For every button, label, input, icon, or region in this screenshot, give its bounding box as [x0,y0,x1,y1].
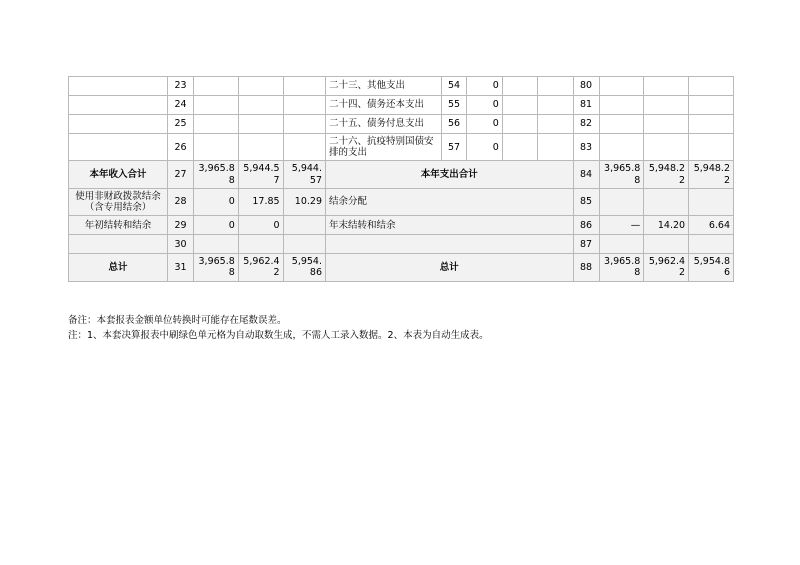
grand-total-label-right: 总计 [326,254,574,281]
table-row [69,77,734,96]
row-far-v1 [599,96,644,115]
total-income-v2: 5,944.57 [238,161,283,188]
row-far-no: 80 [573,77,599,96]
row-far-no: 82 [573,115,599,134]
row-left-v1 [193,77,238,96]
table-row-carryover [69,216,734,235]
grand-total-no-left: 31 [168,254,194,281]
nonfiscal-balance-label: 使用非财政拨款结余（含专用结余） [69,188,168,215]
nonfiscal-balance-no: 28 [168,188,194,215]
empty-row-r3 [689,235,734,254]
row-right-v2 [502,96,537,115]
empty-row-right-no: 87 [573,235,599,254]
table-footnotes [68,314,768,343]
row-right-v3 [538,96,573,115]
nonfiscal-balance-v3: 10.29 [283,188,325,215]
row-left-label [69,115,168,134]
surplus-distribution-v2 [644,188,689,215]
ending-carryover-v2: 14.20 [644,216,689,235]
grand-total-label-left: 总计 [69,254,168,281]
row-left-v3 [283,77,325,96]
row-far-v3 [689,134,734,161]
row-right-v3 [538,134,573,161]
total-expense-v1: 3,965.88 [599,161,644,188]
total-expense-no: 84 [573,161,599,188]
row-right-v1: 0 [467,115,502,134]
surplus-distribution-v3 [689,188,734,215]
row-far-v1 [599,115,644,134]
row-right-no: 54 [441,77,467,96]
surplus-distribution-no: 85 [573,188,599,215]
row-right-v1: 0 [467,96,502,115]
row-right-label: 二十五、债务付息支出 [326,115,442,134]
table-row-grand-total [69,254,734,281]
table-row [69,96,734,115]
row-far-v2 [644,134,689,161]
row-far-v1 [599,77,644,96]
total-expense-v3: 5,948.22 [689,161,734,188]
surplus-distribution-label: 结余分配 [326,188,574,215]
row-right-no: 57 [441,134,467,161]
row-left-v1 [193,115,238,134]
row-left-v2 [238,96,283,115]
row-left-no: 23 [168,77,194,96]
beginning-carryover-v2: 0 [238,216,283,235]
beginning-carryover-no: 29 [168,216,194,235]
grand-total-v3: 5,954.86 [283,254,325,281]
row-left-label [69,96,168,115]
row-right-no: 55 [441,96,467,115]
row-left-v3 [283,115,325,134]
empty-row-right-label [326,235,574,254]
total-income-v1: 3,965.88 [193,161,238,188]
row-right-v1: 0 [467,134,502,161]
nonfiscal-balance-v2: 17.85 [238,188,283,215]
grand-total-v2: 5,962.42 [238,254,283,281]
row-left-label [69,134,168,161]
row-right-v3 [538,77,573,96]
row-far-v2 [644,96,689,115]
row-far-v3 [689,77,734,96]
row-right-label: 二十三、其他支出 [326,77,442,96]
ending-carryover-v3: 6.64 [689,216,734,235]
row-left-v2 [238,115,283,134]
row-far-v2 [644,115,689,134]
row-right-label: 二十六、抗疫特别国债安排的支出 [326,134,442,161]
row-right-v2 [502,134,537,161]
row-far-v2 [644,77,689,96]
grand-total-no-right: 88 [573,254,599,281]
empty-row-no: 30 [168,235,194,254]
table-row-nonfiscal-balance [69,188,734,215]
table-row [69,134,734,161]
grand-total-r2: 5,962.42 [644,254,689,281]
row-right-no: 56 [441,115,467,134]
row-far-v1 [599,134,644,161]
row-far-no: 81 [573,96,599,115]
row-left-v1 [193,96,238,115]
footnote-note: 注：1、本套决算报表中刷绿色单元格为自动取数生成，不需人工录入数据。2、本表为自动生成表。 [68,329,489,341]
row-left-label [69,77,168,96]
table-row-total-current-year [69,161,734,188]
row-far-no: 83 [573,134,599,161]
row-left-v3 [283,96,325,115]
row-left-no: 26 [168,134,194,161]
row-right-v2 [502,115,537,134]
empty-row-r1 [599,235,644,254]
row-left-v3 [283,134,325,161]
row-far-v3 [689,96,734,115]
grand-total-v1: 3,965.88 [193,254,238,281]
row-left-v2 [238,77,283,96]
total-income-label: 本年收入合计 [69,161,168,188]
ending-carryover-no: 86 [573,216,599,235]
total-expense-v2: 5,948.22 [644,161,689,188]
empty-row-v1 [193,235,238,254]
beginning-carryover-v1: 0 [193,216,238,235]
footnote-remark: 备注：本套报表金额单位转换时可能存在尾数误差。 [68,315,287,326]
row-left-v1 [193,134,238,161]
empty-row-v2 [238,235,283,254]
table-row-empty [69,235,734,254]
row-left-v2 [238,134,283,161]
surplus-distribution-v1 [599,188,644,215]
ending-carryover-label: 年末结转和结余 [326,216,574,235]
row-far-v3 [689,115,734,134]
grand-total-r3: 5,954.86 [689,254,734,281]
table-row [69,115,734,134]
row-left-no: 24 [168,96,194,115]
total-income-v3: 5,944.57 [283,161,325,188]
budget-final-accounts-table [68,76,734,282]
empty-row-r2 [644,235,689,254]
grand-total-r1: 3,965.88 [599,254,644,281]
total-expense-label: 本年支出合计 [326,161,574,188]
beginning-carryover-label: 年初结转和结余 [69,216,168,235]
row-right-v1: 0 [467,77,502,96]
empty-row-label [69,235,168,254]
ending-carryover-v1: — [599,216,644,235]
beginning-carryover-v3 [283,216,325,235]
row-right-label: 二十四、债务还本支出 [326,96,442,115]
total-income-no: 27 [168,161,194,188]
row-right-v2 [502,77,537,96]
empty-row-v3 [283,235,325,254]
row-left-no: 25 [168,115,194,134]
nonfiscal-balance-v1: 0 [193,188,238,215]
row-right-v3 [538,115,573,134]
